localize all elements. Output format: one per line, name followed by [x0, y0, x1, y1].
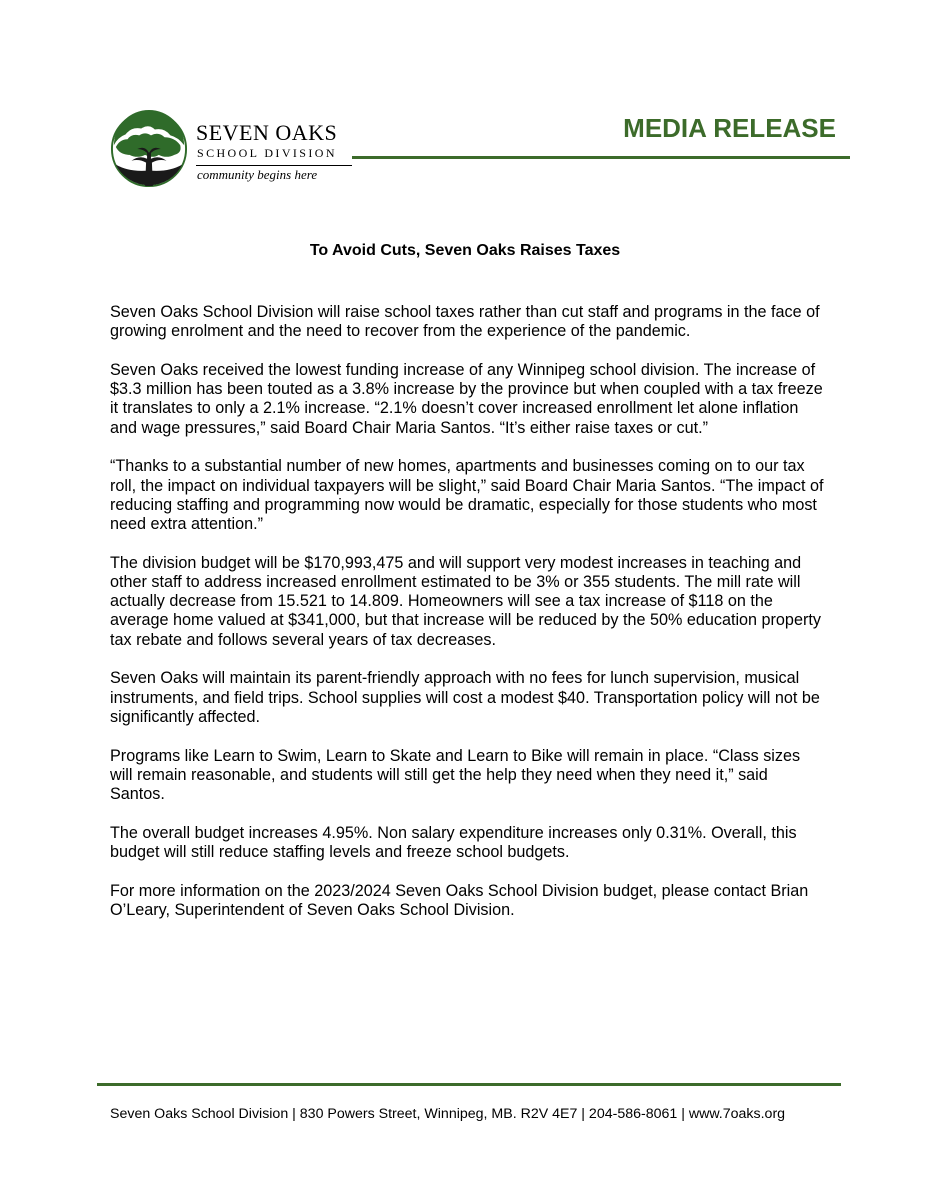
- logo-divider: [196, 165, 352, 166]
- body-paragraph: The overall budget increases 4.95%. Non salary expenditure increases only 0.31%. Overall, this budget will still reduce staffing levels and freeze school budgets.: [110, 823, 797, 862]
- body-paragraph: For more information on the 2023/2024 Seven Oaks School Division budget, please contact Brian O’Leary, Superintendent of Seven Oaks School Division.: [110, 881, 809, 920]
- body-paragraph: Seven Oaks received the lowest funding increase of any Winnipeg school division. The increase of $3.3 million has been touted as a 3.8% increase by the province but when coupled with a tax freeze it translates to only a 2.1% increase. “2.1% doesn’t cover increased enrollment let alone inflation and wage pressures,” said Board Chair Maria Santos. “It’s either raise taxes or cut.”: [110, 361, 823, 437]
- body-paragraph: Seven Oaks will maintain its parent-friendly approach with no fees for lunch supervision, musical instruments, and field trips. School supplies will cost a modest $40. Transportation policy will not be significantly affected.: [110, 669, 820, 726]
- logo-org-name: SEVEN OAKS: [196, 120, 338, 145]
- body-paragraph: The division budget will be $170,993,475 and will support very modest increases in teaching and other staff to address increased enrollment estimated to be 3% or 355 students. The mill rate will actually decrease from 15.521 to 14.809. Homeowners will see a tax increase of $118 on the average home valued at $341,000, but that increase will be reduced by the 50% education property tax rebate and follows several years of tax decreases.: [110, 553, 821, 649]
- footer-contact-line: Seven Oaks School Division | 830 Powers Street, Winnipeg, MB. R2V 4E7 | 204-586-8061 | www.7oaks.org: [110, 1106, 786, 1122]
- footer-divider: [97, 1083, 841, 1086]
- release-body: [110, 303, 825, 940]
- body-paragraph: “Thanks to a substantial number of new homes, apartments and businesses coming on to our tax roll, the impact on individual taxpayers will be slight,” said Board Chair Maria Santos. “The impact of reducing staffing and programming now would be dramatic, especially for those students who most need extra attention.”: [110, 457, 824, 534]
- body-paragraph: Programs like Learn to Swim, Learn to Skate and Learn to Bike will remain in place. “Class sizes will remain reasonable, and students will still get the help they need when they need it,” said Santos.: [110, 746, 801, 804]
- body-paragraph: Seven Oaks School Division will raise school taxes rather than cut staff and programs in the face of growing enrolment and the need to recover from the experience of the pandemic.: [110, 303, 820, 341]
- header-divider: [352, 156, 850, 159]
- logo-tagline: community begins here: [197, 167, 318, 182]
- logo-org-subtitle: SCHOOL DIVISION: [197, 146, 337, 160]
- release-headline: To Avoid Cuts, Seven Oaks Raises Taxes: [309, 242, 621, 259]
- oak-tree-logo-icon: [110, 110, 188, 188]
- media-release-label: MEDIA RELEASE: [623, 113, 836, 143]
- letterhead-logo: [110, 110, 360, 190]
